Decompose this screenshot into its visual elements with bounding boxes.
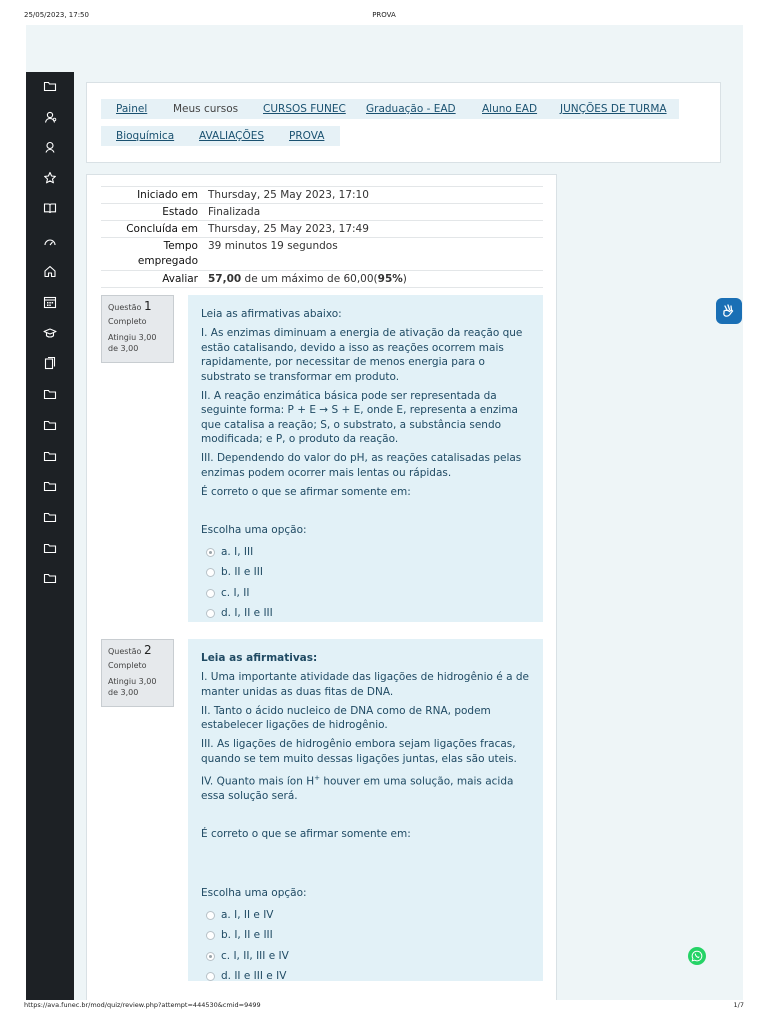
attempt-summary (101, 186, 543, 288)
summary-label: Estado (162, 206, 198, 218)
radio-button[interactable] (206, 931, 215, 940)
question-prompt: É correto o que se afirmar somente em: (201, 827, 411, 840)
breadcrumb-item-avaliacoes[interactable]: AVALIAÇÕES (183, 126, 276, 146)
print-timestamp: 25/05/2023, 17:50 (24, 11, 89, 19)
answer-option[interactable]: d. I, II e III (201, 603, 530, 624)
radio-button[interactable] (206, 609, 215, 618)
question-grade: Atingiu 3,00 de 3,00 (108, 333, 157, 353)
star-icon[interactable] (43, 171, 57, 185)
page-frame (26, 25, 743, 1000)
question-grade: Atingiu 3,00 de 3,00 (108, 677, 157, 697)
breadcrumb-item-painel[interactable]: Painel (101, 99, 159, 119)
folder-icon[interactable] (43, 387, 57, 401)
choose-label: Escolha uma opção: (201, 523, 307, 536)
folder-icon[interactable] (43, 418, 57, 432)
summary-label: Avaliar (162, 273, 198, 285)
answer-option[interactable]: a. I, II e IV (201, 905, 530, 926)
choose-label: Escolha uma opção: (201, 886, 307, 899)
breadcrumb-item-bioquimica[interactable]: Bioquímica (101, 126, 186, 146)
whatsapp-button[interactable] (688, 947, 706, 965)
question-intro: Leia as afirmativas: (201, 652, 318, 664)
summary-value: Finalizada (208, 206, 261, 218)
sign-language-icon (720, 302, 738, 320)
summary-value: 39 minutos 19 segundos (208, 240, 338, 252)
print-header (24, 11, 744, 21)
summary-row-started (101, 186, 543, 203)
summary-value: 57,00 de um máximo de 60,00(95%) (208, 273, 407, 285)
question-status: Completo (108, 661, 147, 670)
question-info: Questão 1 Completo Atingiu 3,00 de 3,00 (101, 295, 174, 363)
question-number: 1 (143, 299, 152, 313)
radio-button[interactable] (206, 952, 215, 961)
folder-icon[interactable] (43, 449, 57, 463)
sidebar (26, 72, 74, 1000)
summary-row-time (101, 237, 543, 270)
print-footer (24, 1001, 744, 1011)
page-number: 1/7 (733, 1001, 744, 1009)
summary-value: Thursday, 25 May 2023, 17:10 (208, 189, 369, 201)
answer-option[interactable]: a. I, III (201, 542, 530, 563)
summary-label: Tempo empregado (137, 240, 198, 267)
folder-icon[interactable] (43, 79, 57, 93)
graduation-cap-icon[interactable] (43, 326, 57, 340)
statement: I. Uma importante atividade das ligações de hidrogênio é a de manter unidas as duas fitas de DNA. (201, 671, 529, 698)
radio-button[interactable] (206, 972, 215, 981)
summary-row-grade (101, 270, 543, 288)
question-text (188, 639, 543, 981)
radio-button[interactable] (206, 548, 215, 557)
dashboard-icon[interactable] (43, 235, 57, 249)
radio-button[interactable] (206, 568, 215, 577)
breadcrumb-item-juncoes-de-turma[interactable]: JUNÇÕES DE TURMA (544, 99, 679, 119)
question-info: Questão 2 Completo Atingiu 3,00 de 3,00 (101, 639, 174, 707)
statement: IV. Quanto mais íon H+ houver em uma solução, mais acida essa solução será. (201, 773, 514, 802)
answer-option[interactable]: c. I, II, III e IV (201, 946, 530, 967)
question-status: Completo (108, 317, 147, 326)
radio-button[interactable] (206, 911, 215, 920)
folder-icon[interactable] (43, 479, 57, 493)
radio-button[interactable] (206, 589, 215, 598)
breadcrumb-item-aluno-ead[interactable]: Aluno EAD (466, 99, 549, 119)
answer-option[interactable]: d. II e III e IV (201, 966, 530, 987)
breadcrumb (86, 82, 721, 163)
summary-row-state (101, 203, 543, 220)
home-icon[interactable] (43, 264, 57, 278)
statement: III. Dependendo do valor do pH, as reações catalisadas pelas enzimas podem ocorrer mais lentas ou rápidas. (201, 452, 522, 479)
statement: III. As ligações de hidrogênio embora sejam ligações fracas, quando se tem muito dessas ligações juntas, elas são uteis. (201, 738, 517, 765)
answer-option[interactable]: b. I, II e III (201, 925, 530, 946)
question-text (188, 295, 543, 622)
book-icon[interactable] (43, 201, 57, 215)
folder-icon[interactable] (43, 541, 57, 555)
answer-option[interactable]: b. II e III (201, 562, 530, 583)
summary-value: Thursday, 25 May 2023, 17:49 (208, 223, 369, 235)
answer-option[interactable]: c. I, II (201, 583, 530, 604)
statement: I. As enzimas diminuam a energia de ativação da reação que estão catalisando, devido a isso as reações ocorrem mais rapidamente, por necessitar de menos energia para o substrato se transformar em produto. (201, 327, 523, 383)
award-icon[interactable] (43, 140, 57, 154)
summary-label: Concluída em (126, 223, 198, 235)
folder-icon[interactable] (43, 571, 57, 585)
accessibility-button[interactable] (716, 298, 742, 324)
quiz-review (86, 174, 557, 1000)
statement: II. Tanto o ácido nucleico de DNA como de RNA, podem estabelecer ligações de hidrogênio. (201, 704, 491, 731)
question-prompt: É correto o que se afirmar somente em: (201, 485, 411, 498)
user-badge-icon[interactable] (43, 110, 57, 124)
breadcrumb-item-meus-cursos: Meus cursos (157, 99, 250, 119)
folder-icon[interactable] (43, 510, 57, 524)
statement: II. A reação enzimática básica pode ser representada da seguinte forma: P + E → S + E, onde E, representa a enzima que catalisa a reação; S, o substrato, a substância sendo modificada; e P, o produto da reação. (201, 389, 518, 445)
summary-label: Iniciado em (137, 189, 198, 201)
print-url: https://ava.funec.br/mod/quiz/review.php?attempt=444530&cmid=9499 (24, 1001, 261, 1009)
print-title: PROVA (372, 11, 396, 19)
calendar-icon[interactable] (43, 295, 57, 309)
question-number: 2 (143, 643, 152, 657)
breadcrumb-item-prova[interactable]: PROVA (273, 126, 340, 146)
breadcrumb-item-cursos-funec[interactable]: CURSOS FUNEC (247, 99, 358, 119)
breadcrumb-item-graduacao-ead[interactable]: Graduação - EAD (350, 99, 468, 119)
whatsapp-icon (691, 950, 703, 962)
clipboard-icon[interactable] (43, 356, 57, 370)
question-intro: Leia as afirmativas abaixo: (201, 308, 342, 320)
summary-row-completed (101, 220, 543, 237)
